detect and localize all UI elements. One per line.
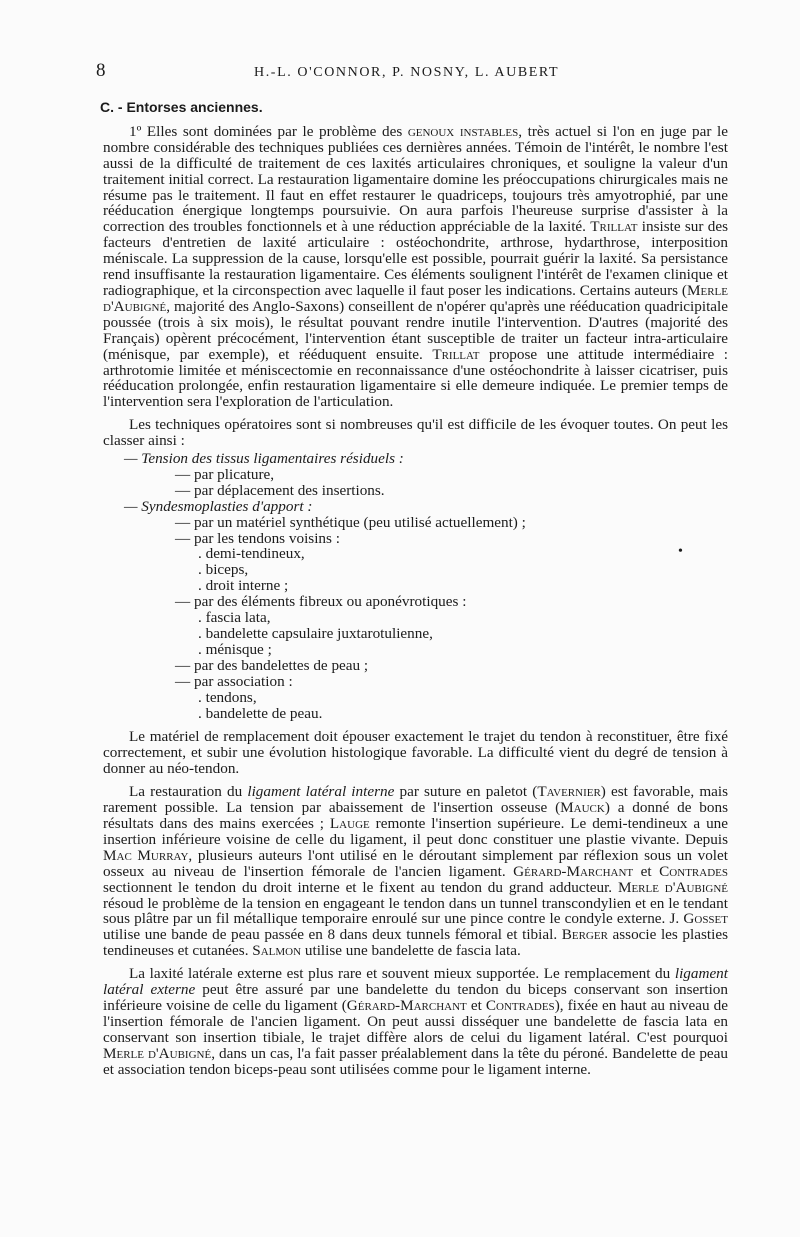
text: propose une attitude intermédiaire : arthrotomie limitée et méniscectomie en reconnaissance d'une ostéochondrite à laisser cicatriser, puis rééducation prolongée, enfin restauration ligamentaire si elle demeure indiquée. Le premier temps de l'intervention sera l'exploration de l'articulation. xyxy=(103,345,728,411)
author-name: Tavernier xyxy=(537,783,601,801)
techniques-list xyxy=(103,451,728,721)
text: , majorité des Anglo-Saxons) conseillent de n'opérer qu'après une rééducation quadricipitale poussée (trois à six mois), le résultat pouvant rendre inutile l'intervention. D'autres (majorité des Français) opèrent précocément, l'intervention étant susceptible de traiter un facteur intra-articulaire (ménisque, par exemple), et rééduquent ensuite. xyxy=(103,297,728,363)
text: peut être assuré par une bandelette du tendon du biceps conservant son insertion inférieure voisine de celle du ligament ( xyxy=(103,981,728,1014)
text: La laxité latérale externe est plus rare et souvent mieux supportée. Le remplacement du xyxy=(129,965,675,983)
paragraph-materiel: Le matériel de remplacement doit épouser exactement le trajet du tendon à reconstituer, être fixé correctement, et subir une évolution histologique favorable. La difficulté vient du degré de tension à donner au néo-tendon. xyxy=(103,728,728,778)
list-item: . droit interne ; xyxy=(198,577,289,595)
text: , plusieurs auteurs l'ont utilisé en le déroutant simplement par réflexion sous un volet osseux au niveau de l'insertion fémorale de l'ancien ligament. xyxy=(103,846,728,880)
stray-mark: • xyxy=(678,544,683,559)
text: par suture en paletot ( xyxy=(394,783,538,801)
author-name: Contrades xyxy=(659,862,728,880)
list-item: — Tension des tissus ligamentaires résiduels : xyxy=(124,450,404,468)
list-item: . demi-tendineux, xyxy=(198,545,305,563)
paragraph-ligament-interne xyxy=(103,784,728,959)
list-item: — Syndesmoplasties d'apport : xyxy=(124,497,313,515)
list-item: . ménisque ; xyxy=(198,640,272,658)
author-name: Gérard-Marchant xyxy=(346,996,467,1014)
text: 1º Elles sont dominées par le problème des xyxy=(129,122,408,140)
author-name: Merle d'Aubigné xyxy=(103,1044,212,1062)
paragraph-genoux-instables xyxy=(103,124,728,410)
list-item: — par des éléments fibreux ou aponévrotiques : xyxy=(175,593,467,611)
author-name: Trillat xyxy=(590,218,638,236)
list-item: — par un matériel synthétique (peu utilisé actuellement) ; xyxy=(175,513,526,531)
author-name: Lauge xyxy=(329,814,370,832)
list-item: — par association : xyxy=(175,672,293,690)
list-item: — par déplacement des insertions. xyxy=(175,481,385,499)
text: ) a donné de bons résultats dans des mains exercées ; xyxy=(103,799,728,832)
author-name: Salmon xyxy=(252,942,302,960)
author-name: Gosset xyxy=(683,910,728,928)
text: , très actuel si l'on en juge par le nombre considérable des techniques publiées ces dernières années. Témoin de l'intérêt, le nombre l'est aussi de la difficulté de traitement de ces laxités articulaires chroniques, et souligne la valeur d'un traitement initial correct. La restauration ligamentaire domine les préoccupations chirurgicales mais ne résume pas le traitement. Il faut en effet restaurer le quadriceps, toujours très amyotrophié, par une rééducation énergique longtemps poursuivie. On aura parfois l'heureuse surprise d'assister à la correction des troubles fonctionnels et à une réduction appréciable de la laxité. xyxy=(103,122,728,236)
term-ligament: ligament latéral externe xyxy=(103,965,728,999)
text: et xyxy=(633,862,660,880)
author-name: Mauck xyxy=(560,799,605,817)
text: associe les plasties tendineuses et cutanées. xyxy=(103,926,728,960)
list-item: . bandelette capsulaire juxtarotulienne, xyxy=(198,625,433,642)
author-name: Gérard-Marchant xyxy=(513,862,634,880)
text: utilise une bande de peau passée en 8 dans deux tunnels fémoral et tibial. xyxy=(103,926,562,944)
page-number: 8 xyxy=(96,60,106,81)
paragraph-techniques-intro: Les techniques opératoires sont si nombreuses qu'il est difficile de les évoquer toutes. On peut les classer ainsi : xyxy=(103,416,728,450)
text: ), fixée en haut au niveau de l'insertion fémorale de l'ancien ligament. On peut aussi disséquer une bandelette de fascia lata en conservant son insertion tibiale, le trajet diffère alors de celui du ligament latéral. C'est pourquoi xyxy=(103,996,729,1046)
list-item: — par plicature, xyxy=(175,465,275,483)
list-item: — par des bandelettes de peau ; xyxy=(175,656,369,674)
paragraph-ligament-externe xyxy=(103,966,728,1077)
list-item: . tendons, xyxy=(198,688,257,706)
term-ligament: ligament latéral interne xyxy=(247,783,395,801)
author-name: Merle d'Aubigné xyxy=(103,281,728,315)
text: résoud le problème de la tension en engageant le tendon dans un tunnel transcondylien et en le tendant sous plâtre par un fil métallique temporaire enroulé sur une pince contre le condyle externe. J. xyxy=(103,894,728,928)
author-name: Merle d'Aubigné xyxy=(617,878,728,896)
term-genoux-instables: genoux instables xyxy=(407,122,519,140)
text: , dans un cas, l'a fait passer préalablement dans la tête du péroné. Bandelette de peau et association tendon biceps-peau sont utilisées comme pour le ligament interne. xyxy=(103,1044,729,1078)
text: insiste sur des facteurs d'entretien de laxité articulaire : ostéochondrite, arthrose, hydarthrose, interposition méniscale. La suppression de la cause, lorsqu'elle est possible, pourrait guérir la laxité. Sa persistance rend insuffisante la restauration ligamentaire. Ces éléments soulignent l'intérêt de l'examen clinique et radiographique, et la circonspection avec laquelle il faut poser les indications. Certains auteurs ( xyxy=(103,218,728,299)
page-header xyxy=(96,60,728,83)
running-head: H.-L. O'CONNOR, P. NOSNY, L. AUBERT xyxy=(254,65,560,80)
list-item: — par les tendons voisins : xyxy=(175,529,340,547)
section-title: C. - Entorses anciennes. xyxy=(100,99,263,115)
text: La restauration du xyxy=(129,783,248,801)
text: remonte l'insertion supérieure. Le demi-tendineux a une insertion inférieure voisine de celle du ligament, il peut donc constituer une plastie vivante. Depuis xyxy=(103,814,728,848)
text: et xyxy=(466,996,486,1014)
author-name: Trillat xyxy=(432,345,480,363)
text: utilise une bandelette de fascia lata. xyxy=(301,942,521,960)
author-name: Mac Murray xyxy=(103,846,189,864)
author-name: Berger xyxy=(561,926,608,944)
article-body xyxy=(100,99,729,1084)
list-item: . biceps, xyxy=(198,561,249,579)
text: sectionnent le tendon du droit interne et le fixent au tendon du grand adducteur. xyxy=(103,878,618,896)
text: ) est favorable, mais rarement possible. La tension par abaissement de l'insertion osseuse ( xyxy=(103,783,728,817)
list-item: . bandelette de peau. xyxy=(198,704,323,722)
list-item: . fascia lata, xyxy=(198,609,271,627)
author-name: Contrades xyxy=(485,996,555,1014)
